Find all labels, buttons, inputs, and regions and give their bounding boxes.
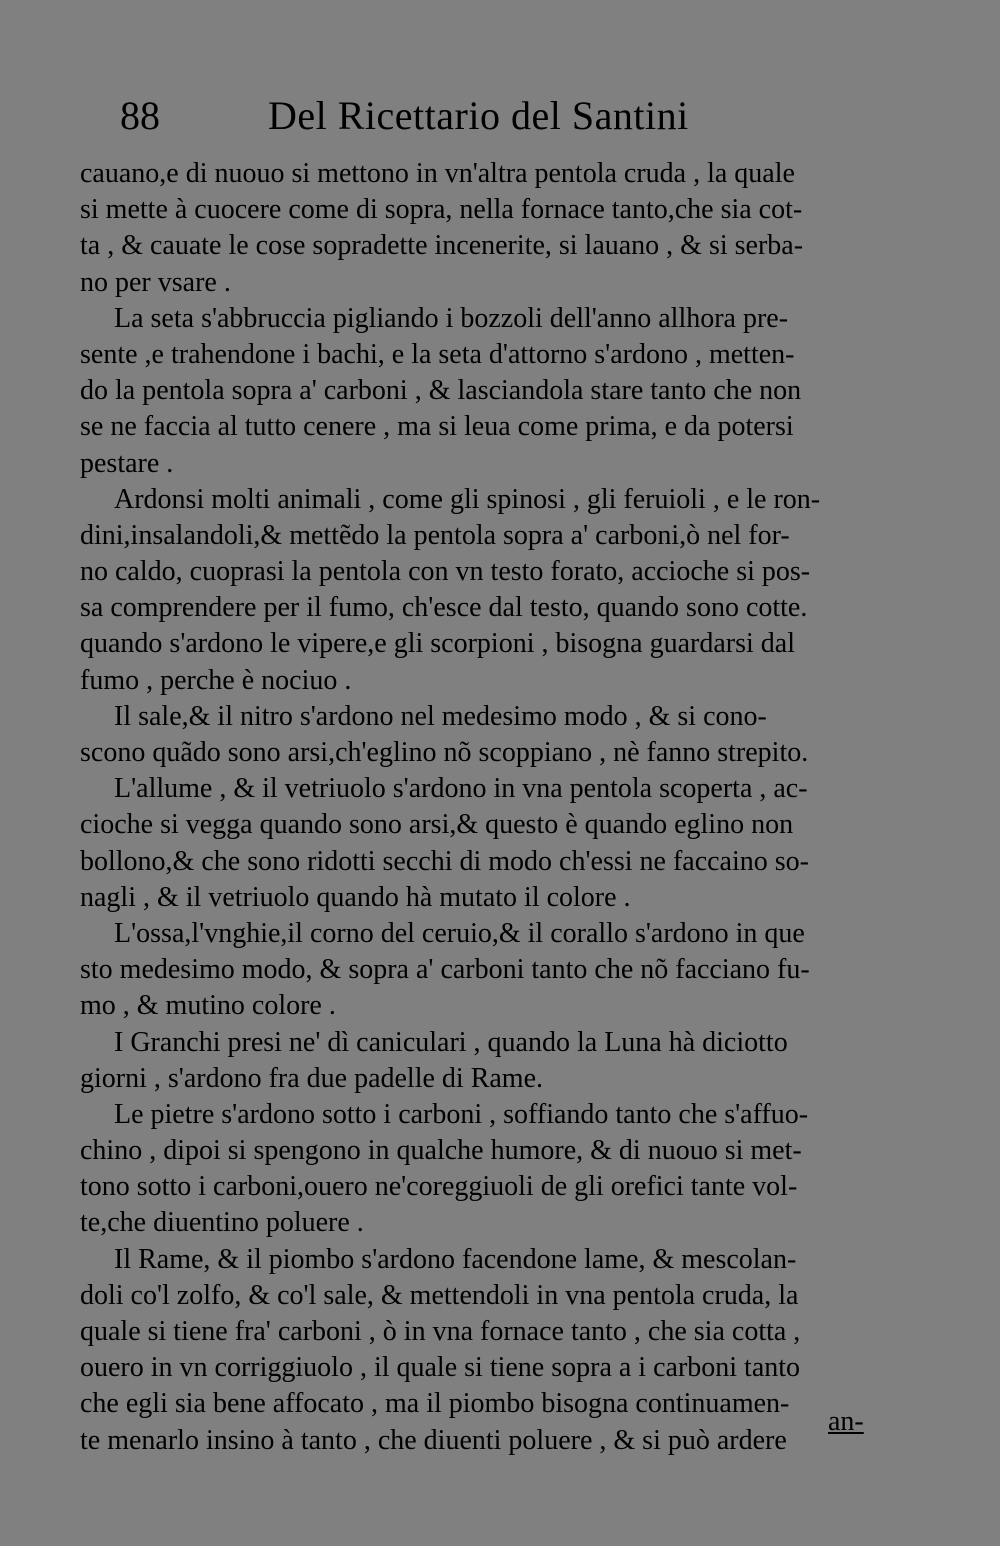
text-line: mo , & mutino colore .: [80, 990, 336, 1022]
text-line: L'ossa,l'vnghie,il corno del ceruio,& il corallo s'ardono in que: [114, 917, 805, 949]
text-line: Le pietre s'ardono sotto i carboni , soffiando tanto che s'affuo-: [114, 1098, 809, 1130]
page-number: 88: [120, 93, 160, 138]
text-line: fumo , perche è nociuo .: [80, 664, 352, 696]
catchword: an-: [828, 1406, 864, 1437]
text-line: cioche si vegga quando sono arsi,& questo è quando eglino non: [80, 809, 794, 841]
text-line: quando s'ardono le vipere,e gli scorpioni , bisogna guardarsi dal: [80, 628, 795, 660]
text-line: doli co'l zolfo, & co'l sale, & mettendoli in vna pentola cruda, la: [80, 1279, 799, 1311]
text-line: no caldo, cuoprasi la pentola con vn testo forato, accioche si pos-: [80, 556, 811, 588]
text-line: sto medesimo modo, & sopra a' carboni tanto che nõ facciano fu-: [80, 954, 810, 986]
text-line: sa comprendere per il fumo, ch'esce dal testo, quando sono cotte.: [80, 592, 808, 624]
text-line: ouero in vn corriggiuolo , il quale si tiene sopra a i carboni tanto: [80, 1352, 801, 1384]
text-line: I Granchi presi ne' dì caniculari , quando la Luna hà diciotto: [114, 1026, 788, 1058]
text-line: tono sotto i carboni,ouero ne'coreggiuoli de gli orefici tante vol-: [80, 1171, 798, 1203]
text-line: giorni , s'ardono fra due padelle di Rame.: [80, 1062, 544, 1094]
text-line: no per vsare .: [80, 266, 231, 298]
body-text: [80, 156, 910, 1459]
running-head: Del Ricettario del Santini: [268, 93, 689, 138]
text-line: se ne faccia al tutto cenere , ma si leua come prima, e da potersi: [80, 411, 794, 443]
text-line: bollono,& che sono ridotti secchi di modo ch'essi ne faccaino so-: [80, 845, 809, 877]
text-line: do la pentola sopra a' carboni , & lasciandola stare tanto che non: [80, 375, 802, 407]
text-line: L'allume , & il vetriuolo s'ardono in vna pentola scoperta , ac-: [114, 773, 808, 805]
text-line: nagli , & il vetriuolo quando hà mutato il colore .: [80, 881, 631, 913]
text-line: chino , dipoi si spengono in qualche humore, & di nuouo si met-: [80, 1135, 802, 1167]
text-line: Ardonsi molti animali , come gli spinosi , gli feruioli , e le ron-: [114, 483, 821, 515]
text-line: si mette à cuocere come di sopra, nella fornace tanto,che sia cot-: [80, 194, 803, 226]
text-line: cauano,e di nuouo si mettono in vn'altra pentola cruda , la quale: [80, 158, 795, 189]
text-line: che egli sia bene affocato , ma il piombo bisogna continuamen-: [80, 1388, 790, 1420]
text-line: te,che diuentino poluere .: [80, 1207, 364, 1239]
page-header: [120, 88, 740, 148]
text-line: pestare .: [80, 447, 174, 479]
text-line: ta , & cauate le cose sopradette incenerite, si lauano , & si serba-: [80, 230, 804, 262]
text-line: sente ,e trahendone i bachi, e la seta d'attorno s'ardono , metten-: [80, 338, 795, 370]
text-line: te menarlo insino à tanto , che diuenti poluere , & si può ardere: [80, 1424, 787, 1456]
text-line: Il sale,& il nitro s'ardono nel medesimo modo , & si cono-: [114, 700, 767, 732]
text-line: La seta s'abbruccia pigliando i bozzoli dell'anno allhora pre-: [114, 302, 789, 334]
text-line: scono quãdo sono arsi,ch'eglino nõ scoppiano , nè fanno strepito.: [80, 737, 809, 768]
text-line: quale si tiene fra' carboni , ò in vna fornace tanto , che sia cotta ,: [80, 1316, 801, 1347]
text-line: Il Rame, & il piombo s'ardono facendone lame, & mescolan-: [114, 1243, 797, 1275]
text-line: dini,insalandoli,& mettẽdo la pentola sopra a' carboni,ò nel for-: [80, 519, 790, 551]
